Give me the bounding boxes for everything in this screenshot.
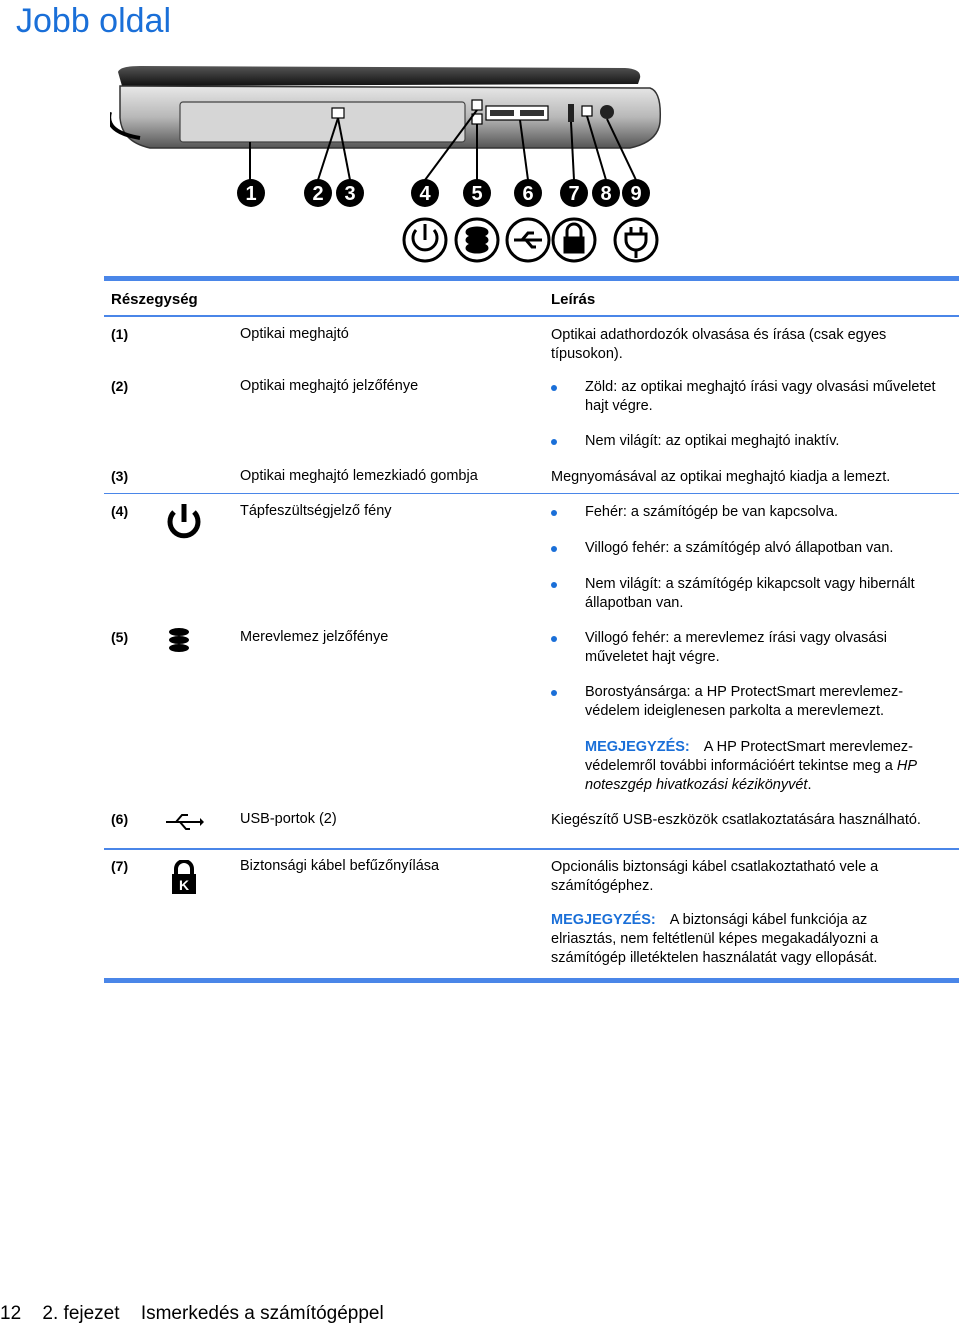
callout-3: 3 — [344, 183, 356, 205]
row-number: (3) — [111, 468, 129, 484]
usb-icon — [164, 810, 204, 834]
row-component: Merevlemez jelzőfénye — [240, 629, 389, 645]
page-number: 12 — [0, 1303, 22, 1324]
lock-icon — [553, 219, 595, 261]
note-label: MEGJEGYZÉS: — [551, 912, 656, 928]
table-row — [104, 494, 959, 620]
row-component: Optikai meghajtó — [240, 326, 349, 342]
bullet-item: Nem világít: a számítógép kikapcsolt vagy hibernált állapotban van. — [551, 575, 951, 613]
row-component: USB-portok (2) — [240, 811, 337, 827]
row-number: (1) — [111, 326, 129, 342]
row-number: (4) — [111, 503, 129, 519]
row-component: Biztonsági kábel befűzőnyílása — [240, 858, 440, 874]
bullet-item: Fehér: a számítógép be van kapcsolva. — [551, 503, 951, 522]
table-row — [104, 459, 959, 493]
bullet-item: Villogó fehér: a számítógép alvó állapotban van. — [551, 539, 951, 558]
row-number: (5) — [111, 629, 129, 645]
header-component: Részegység — [111, 291, 198, 308]
bullet-item: Villogó fehér: a merevlemez írási vagy olvasási műveletet hajt végre. — [551, 629, 951, 667]
row-component: Tápfeszültségjelző fény — [240, 503, 392, 519]
note: MEGJEGYZÉS: A HP ProtectSmart merevlemez-védelemről további információért tekintse meg a HP noteszgép hivatkozási kézikönyvét. — [585, 739, 917, 793]
laptop-right-side-illustration — [110, 62, 670, 272]
note: MEGJEGYZÉS: A biztonsági kábel funkciója az elriasztás, nem feltétlenül képes megakadályozni a számítógép illetéktelen használatát vagy ellopását. — [551, 912, 879, 966]
row-description: Opcionális biztonsági kábel csatlakoztatható vele a számítógéphez. — [551, 859, 879, 894]
bullet-item: Borostyánsárga: a HP ProtectSmart merevlemez-védelem ideiglenesen parkolta a merevlemezt. — [551, 683, 951, 721]
row-description: Megnyomásával az optikai meghajtó kiadja a lemezt. — [551, 469, 891, 485]
lock-icon — [170, 860, 200, 896]
table-header — [104, 281, 959, 315]
chapter-label: 2. fejezet — [42, 1303, 120, 1324]
table-row — [104, 317, 959, 369]
power-icon — [164, 500, 204, 544]
callout-numbers — [237, 179, 650, 207]
ac-adapter-icon — [615, 219, 657, 261]
callout-8: 8 — [600, 183, 612, 205]
row-description: Optikai adathordozók olvasása és írása (csak egyes típusokon). — [551, 327, 887, 362]
component-table — [104, 276, 959, 983]
hard-drive-icon — [166, 626, 196, 656]
table-row — [104, 850, 959, 978]
svg-text:K: K — [178, 877, 190, 893]
row-component: Optikai meghajtó lemezkiadó gombja — [240, 468, 478, 484]
hard-drive-icon — [456, 219, 498, 261]
table-row — [104, 369, 959, 459]
table-row — [104, 802, 959, 848]
callout-1: 1 — [245, 183, 257, 205]
chapter-title: Ismerkedés a számítógéppel — [140, 1303, 384, 1324]
callout-6: 6 — [522, 183, 534, 205]
row-description: Kiegészítő USB-eszközök csatlakoztatására használható. — [551, 812, 921, 828]
row-number: (2) — [111, 378, 129, 394]
power-icon — [404, 219, 446, 261]
table-row — [104, 620, 959, 802]
bullet-item: Zöld: az optikai meghajtó írási vagy olvasási műveletet hajt végre. — [551, 378, 951, 416]
note-label: MEGJEGYZÉS: — [585, 739, 690, 755]
table-bottom-border — [104, 978, 959, 983]
row-number: (7) — [111, 858, 129, 874]
page-title: Jobb oldal — [16, 2, 172, 40]
callout-9: 9 — [630, 183, 642, 205]
callout-4: 4 — [419, 183, 431, 205]
row-number: (6) — [111, 811, 129, 827]
page-footer — [0, 1303, 400, 1325]
callout-5: 5 — [471, 183, 483, 205]
header-description: Leírás — [551, 291, 596, 308]
callout-2: 2 — [312, 183, 324, 205]
callout-7: 7 — [568, 183, 580, 205]
usb-icon — [507, 219, 549, 261]
bullet-item: Nem világít: az optikai meghajtó inaktív. — [551, 432, 951, 451]
row-component: Optikai meghajtó jelzőfénye — [240, 378, 419, 394]
